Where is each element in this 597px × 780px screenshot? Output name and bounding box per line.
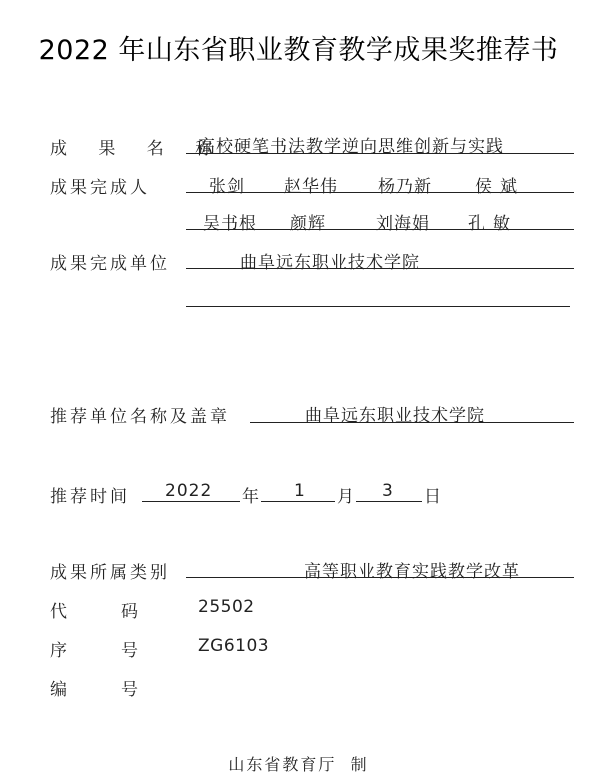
page-title: 2022 年山东省职业教育教学成果奖推荐书 [38, 35, 559, 66]
month-value: 1 [294, 481, 306, 501]
serial-value: ZG6103 [198, 636, 270, 656]
recommending-unit-value: 曲阜远东职业技术学院 [305, 406, 485, 426]
serial-label: 序 号 [50, 641, 139, 661]
completer-name: 赵华伟 [284, 177, 338, 197]
month-underline [261, 501, 335, 502]
day-unit: 日 [424, 487, 441, 507]
year-underline [142, 501, 240, 502]
recommending-unit-label: 推荐单位名称及盖章 [50, 407, 230, 427]
achievement-name-value: 高校硬笔书法教学逆向思维创新与实践 [198, 137, 504, 157]
category-value: 高等职业教育实践教学改革 [304, 562, 520, 582]
completer-name: 刘海娟 [376, 214, 430, 234]
completer-name: 颜辉 [290, 214, 326, 234]
achievement-name-label: 成 果 名 称 [50, 139, 226, 159]
completer-name: 侯斌 [475, 177, 525, 197]
completer-name: 杨乃新 [378, 177, 432, 197]
code-label: 代 码 [50, 602, 139, 622]
month-unit: 月 [337, 487, 354, 507]
year-unit: 年 [242, 487, 259, 507]
completers-label: 成果完成人 [50, 178, 150, 198]
issuer-footer: 山东省教育厅 制 [228, 755, 369, 774]
day-value: 3 [382, 481, 394, 501]
recommend-time-label: 推荐时间 [50, 487, 130, 507]
completion-unit-underline-2 [186, 306, 570, 307]
completer-name: 孔敏 [468, 214, 518, 234]
day-underline [356, 501, 422, 502]
category-label: 成果所属类别 [50, 563, 170, 583]
completion-unit-label: 成果完成单位 [50, 254, 170, 274]
completion-unit-value: 曲阜远东职业技术学院 [240, 253, 420, 273]
number-label: 编 号 [50, 680, 139, 700]
code-value: 25502 [198, 597, 255, 617]
year-value: 2022 [165, 481, 213, 501]
completer-name: 吴书根 [203, 214, 257, 234]
completer-name: 张剑 [209, 177, 245, 197]
